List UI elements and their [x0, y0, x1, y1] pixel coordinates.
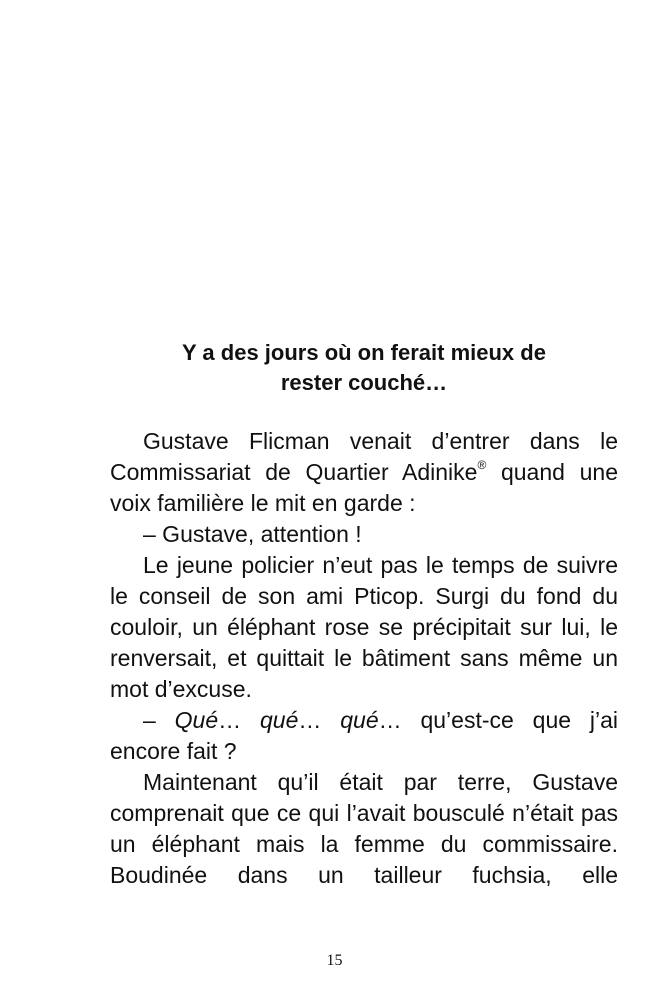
body-text	[110, 426, 618, 891]
chapter-title-line-1: Y a des jours où on ferait mieux de	[182, 340, 546, 365]
paragraph-4-text-end: … qu’est-ce que j’ai encore fait ?	[110, 707, 618, 764]
stammer-word-2: qué	[260, 707, 299, 733]
paragraph-1	[110, 426, 618, 519]
paragraph-2-dialogue: – Gustave, attention !	[143, 521, 362, 547]
page-number: 15	[326, 952, 343, 969]
paragraph-5: Maintenant qu’il était par terre, Gustave comprenait que ce qui l’avait bousculé n’était pas un éléphant mais la femme du commissaire. Boudinée dans un tailleur fuchsia, elle	[110, 769, 618, 888]
chapter-title-line-2: rester couché…	[280, 370, 448, 395]
paragraph-1-text-end: quand une voix familière le mit en garde :	[110, 459, 618, 516]
registered-mark: ®	[477, 458, 487, 472]
paragraph-1-text: Gustave Flicman venait d’entrer dans le Commissariat de Quartier Adinike	[110, 428, 618, 485]
ellipsis-2: …	[298, 707, 341, 733]
dialogue-dash: –	[143, 707, 175, 733]
ellipsis-1: …	[218, 707, 260, 733]
paragraph-3: Le jeune policier n’eut pas le temps de suivre le conseil de son ami Pticop. Surgi du fond du couloir, un éléphant rose se précipitait sur lui, le renversait, et quittait le bâtiment sans même un mot d’excuse.	[110, 552, 618, 702]
chapter-title	[110, 338, 618, 398]
paragraph-4-dialogue	[110, 705, 618, 767]
stammer-word-3: qué	[340, 707, 379, 733]
stammer-word-1: Qué	[174, 707, 219, 733]
